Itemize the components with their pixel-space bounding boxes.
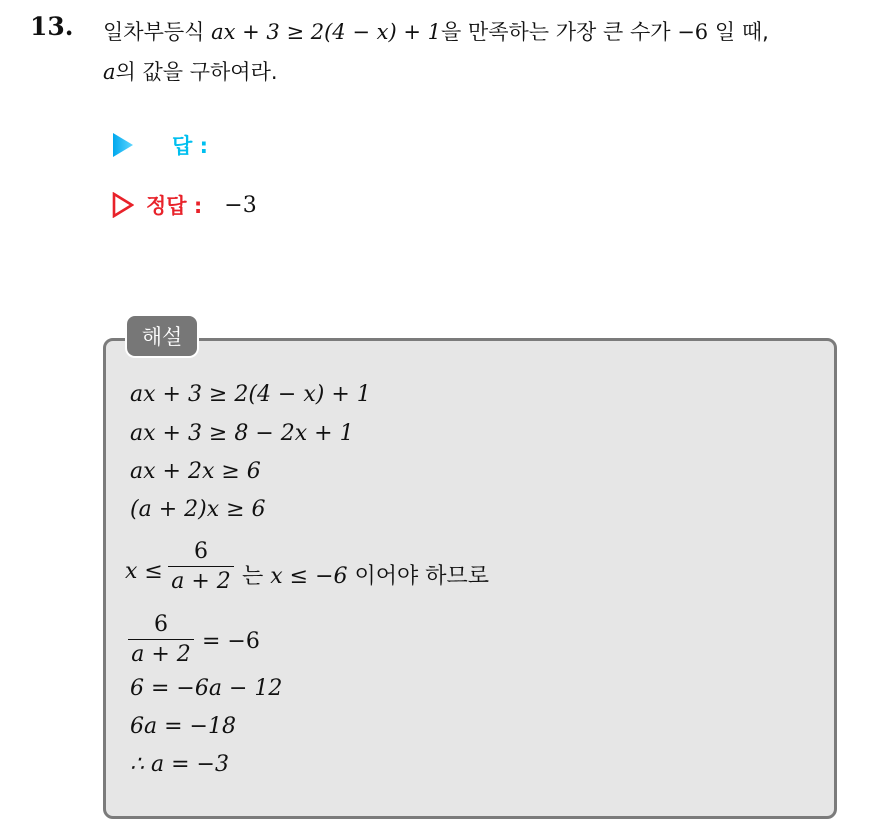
condition-lhs: x ≤ [125,559,163,584]
question-line-1 [103,16,769,46]
solution-line-4: (a + 2)x ≥ 6 [130,497,266,522]
condition-rest [242,559,489,590]
solution-line-3: ax + 2x ≥ 6 [130,459,261,484]
filled-triangle-icon [112,132,134,158]
solution-tag: 해설 [127,316,197,356]
question-middle: 을 만족하는 가장 큰 수가 [440,20,671,44]
question-suffix: 일 때, [714,20,769,44]
solution-line-7: ∴ a = −3 [130,752,229,777]
equation-fraction [128,612,194,667]
question-prefix: 일차부등식 [103,20,205,44]
correct-answer-value: −3 [224,192,257,218]
condition-text-2: 이어야 하므로 [354,564,490,589]
solution-line-6: 6a = −18 [130,714,236,739]
solution-line-5: 6 = −6a − 12 [130,676,283,701]
question-inequality: ax + 3 ≥ 2(4 − x) + 1 [211,20,441,44]
answer-row [112,130,208,160]
question-variable: a [103,60,116,84]
equation-denominator: a + 2 [131,642,191,667]
equation-numerator: 6 [154,612,168,637]
question-number: 13. [30,12,74,41]
condition-denominator: a + 2 [171,569,231,594]
solution-line-1: ax + 3 ≥ 2(4 − x) + 1 [130,382,371,407]
outline-triangle-icon [112,192,134,218]
question-text: 의 값을 구하여라. [115,60,278,84]
condition-math: x ≤ −6 [270,564,348,589]
correct-answer-label: 정답 : [146,194,203,218]
equation-rhs: = −6 [202,629,260,654]
condition-fraction [168,539,234,594]
answer-label: 답 : [172,134,208,158]
condition-numerator: 6 [194,539,208,564]
correct-answer-row [112,190,257,220]
question-line-2 [103,56,278,86]
question-value: −6 [677,20,709,44]
solution-line-2: ax + 3 ≥ 8 − 2x + 1 [130,421,354,446]
condition-text-1: 는 [242,564,264,589]
